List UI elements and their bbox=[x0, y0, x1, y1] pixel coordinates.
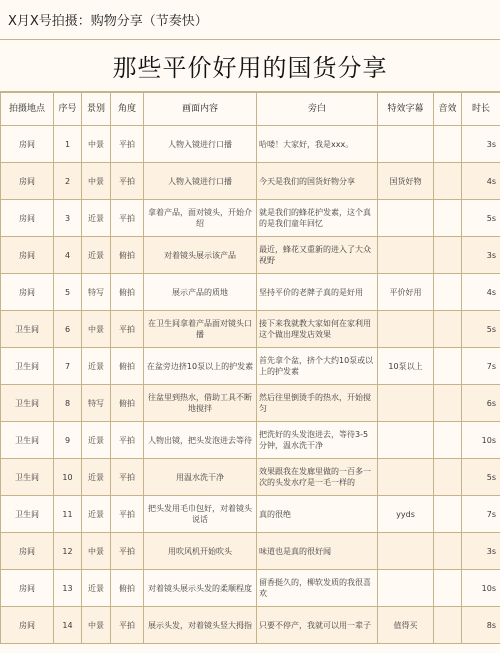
cell-duration: 4s bbox=[462, 274, 500, 311]
cell-sound bbox=[434, 126, 462, 163]
cell-sound bbox=[434, 163, 462, 200]
shoot-topic-text: X月X号拍摄：购物分享（节奏快） bbox=[8, 14, 208, 29]
cell-caption bbox=[378, 126, 434, 163]
cell-voiceover: 真的很绝 bbox=[257, 496, 378, 533]
cell-angle: 平拍 bbox=[111, 459, 144, 496]
cell-scene: 在卫生间拿着产品面对镜头口播 bbox=[144, 311, 257, 348]
cell-number: 1 bbox=[54, 126, 82, 163]
col-header-scene: 画面内容 bbox=[144, 93, 257, 126]
cell-shot-size: 特写 bbox=[82, 385, 111, 422]
col-header-voiceover: 旁白 bbox=[257, 93, 378, 126]
cell-scene: 人物出镜，把头发泡进去等待 bbox=[144, 422, 257, 459]
cell-duration: 4s bbox=[462, 163, 500, 200]
page-title-bar bbox=[0, 40, 500, 92]
cell-voiceover: 效果跟我在发廊里做的一百多一次的头发水疗是一毛一样的 bbox=[257, 459, 378, 496]
storyboard-table bbox=[0, 92, 500, 644]
col-header-angle: 角度 bbox=[111, 93, 144, 126]
cell-angle: 平拍 bbox=[111, 126, 144, 163]
cell-angle: 平拍 bbox=[111, 200, 144, 237]
table-row bbox=[1, 459, 500, 496]
cell-caption bbox=[378, 311, 434, 348]
cell-duration: 10s bbox=[462, 422, 500, 459]
table-row bbox=[1, 311, 500, 348]
cell-duration: 7s bbox=[462, 496, 500, 533]
cell-sound bbox=[434, 200, 462, 237]
cell-location: 房间 bbox=[1, 200, 54, 237]
cell-location: 房间 bbox=[1, 126, 54, 163]
cell-duration: 5s bbox=[462, 459, 500, 496]
cell-sound bbox=[434, 459, 462, 496]
cell-shot-size: 近景 bbox=[82, 200, 111, 237]
cell-location: 卫生间 bbox=[1, 459, 54, 496]
cell-duration: 5s bbox=[462, 200, 500, 237]
cell-shot-size: 中景 bbox=[82, 126, 111, 163]
cell-caption bbox=[378, 533, 434, 570]
cell-location: 房间 bbox=[1, 570, 54, 607]
table-row bbox=[1, 126, 500, 163]
cell-angle: 平拍 bbox=[111, 163, 144, 200]
table-row bbox=[1, 570, 500, 607]
table-row bbox=[1, 237, 500, 274]
col-header-location: 拍摄地点 bbox=[1, 93, 54, 126]
cell-voiceover: 最近，蜂花又重新的进入了大众视野 bbox=[257, 237, 378, 274]
table-row bbox=[1, 496, 500, 533]
cell-duration: 5s bbox=[462, 311, 500, 348]
cell-angle: 平拍 bbox=[111, 496, 144, 533]
cell-sound bbox=[434, 311, 462, 348]
col-header-caption: 特效字幕 bbox=[378, 93, 434, 126]
cell-number: 8 bbox=[54, 385, 82, 422]
col-header-duration: 时长 bbox=[462, 93, 500, 126]
cell-duration: 8s bbox=[462, 607, 500, 644]
shoot-date-header bbox=[0, 0, 500, 40]
cell-caption: 平价好用 bbox=[378, 274, 434, 311]
cell-voiceover: 今天是我们的国货好物分享 bbox=[257, 163, 378, 200]
cell-shot-size: 中景 bbox=[82, 163, 111, 200]
cell-duration: 3s bbox=[462, 126, 500, 163]
cell-angle: 俯拍 bbox=[111, 570, 144, 607]
cell-number: 3 bbox=[54, 200, 82, 237]
cell-scene: 展示产品的质地 bbox=[144, 274, 257, 311]
cell-angle: 俯拍 bbox=[111, 274, 144, 311]
cell-location: 房间 bbox=[1, 533, 54, 570]
cell-sound bbox=[434, 237, 462, 274]
cell-voiceover: 只要不停产，我就可以用一辈子 bbox=[257, 607, 378, 644]
col-header-number: 序号 bbox=[54, 93, 82, 126]
cell-sound bbox=[434, 274, 462, 311]
cell-location: 房间 bbox=[1, 237, 54, 274]
table-row bbox=[1, 533, 500, 570]
cell-caption bbox=[378, 570, 434, 607]
cell-sound bbox=[434, 422, 462, 459]
cell-duration: 3s bbox=[462, 237, 500, 274]
col-header-shot-size: 景别 bbox=[82, 93, 111, 126]
cell-location: 卫生间 bbox=[1, 422, 54, 459]
table-row bbox=[1, 385, 500, 422]
cell-caption bbox=[378, 237, 434, 274]
cell-scene: 把头发用毛巾包好，对着镜头说话 bbox=[144, 496, 257, 533]
cell-caption: 国货好物 bbox=[378, 163, 434, 200]
cell-shot-size: 近景 bbox=[82, 496, 111, 533]
cell-caption bbox=[378, 200, 434, 237]
cell-scene: 用温水洗干净 bbox=[144, 459, 257, 496]
cell-shot-size: 近景 bbox=[82, 348, 111, 385]
page-title: 那些平价好用的国货分享 bbox=[112, 54, 388, 82]
cell-scene: 展示头发，对着镜头竖大拇指 bbox=[144, 607, 257, 644]
cell-location: 卫生间 bbox=[1, 348, 54, 385]
cell-scene: 在盆旁边挤10泵以上的护发素 bbox=[144, 348, 257, 385]
cell-scene: 人物入镜进行口播 bbox=[144, 126, 257, 163]
cell-sound bbox=[434, 348, 462, 385]
cell-shot-size: 特写 bbox=[82, 274, 111, 311]
cell-sound bbox=[434, 607, 462, 644]
table-row bbox=[1, 274, 500, 311]
cell-duration: 6s bbox=[462, 385, 500, 422]
cell-sound bbox=[434, 496, 462, 533]
table-row bbox=[1, 348, 500, 385]
cell-caption bbox=[378, 422, 434, 459]
cell-scene: 往盆里到热水，借助工具不断地搅拌 bbox=[144, 385, 257, 422]
cell-number: 6 bbox=[54, 311, 82, 348]
cell-shot-size: 中景 bbox=[82, 607, 111, 644]
cell-shot-size: 近景 bbox=[82, 422, 111, 459]
cell-sound bbox=[434, 533, 462, 570]
cell-angle: 平拍 bbox=[111, 311, 144, 348]
cell-location: 卫生间 bbox=[1, 311, 54, 348]
cell-duration: 3s bbox=[462, 533, 500, 570]
table-body bbox=[1, 126, 500, 644]
cell-number: 4 bbox=[54, 237, 82, 274]
cell-scene: 人物入镜进行口播 bbox=[144, 163, 257, 200]
cell-number: 12 bbox=[54, 533, 82, 570]
table-row bbox=[1, 200, 500, 237]
cell-caption bbox=[378, 385, 434, 422]
cell-location: 卫生间 bbox=[1, 385, 54, 422]
cell-caption bbox=[378, 459, 434, 496]
cell-location: 房间 bbox=[1, 274, 54, 311]
cell-voiceover: 味道也是真的很好闻 bbox=[257, 533, 378, 570]
cell-number: 13 bbox=[54, 570, 82, 607]
table-header-row bbox=[1, 93, 500, 126]
cell-angle: 平拍 bbox=[111, 607, 144, 644]
cell-location: 卫生间 bbox=[1, 496, 54, 533]
cell-voiceover: 首先拿个盆，挤个大约10泵或以上的护发素 bbox=[257, 348, 378, 385]
cell-voiceover: 留香挺久的，柳软发质的我很喜欢 bbox=[257, 570, 378, 607]
cell-angle: 平拍 bbox=[111, 533, 144, 570]
cell-caption: yyds bbox=[378, 496, 434, 533]
cell-voiceover: 坚持平价的老牌子真的是好用 bbox=[257, 274, 378, 311]
cell-voiceover: 就是我们的蜂花护发素，这个真的是我们童年回忆 bbox=[257, 200, 378, 237]
cell-shot-size: 中景 bbox=[82, 311, 111, 348]
cell-number: 11 bbox=[54, 496, 82, 533]
cell-shot-size: 中景 bbox=[82, 533, 111, 570]
cell-caption: 值得买 bbox=[378, 607, 434, 644]
cell-caption: 10泵以上 bbox=[378, 348, 434, 385]
cell-location: 房间 bbox=[1, 163, 54, 200]
cell-scene: 对着镜头展示该产品 bbox=[144, 237, 257, 274]
cell-number: 10 bbox=[54, 459, 82, 496]
cell-voiceover: 然后往里倒烫手的热水，开始搅匀 bbox=[257, 385, 378, 422]
cell-shot-size: 近景 bbox=[82, 237, 111, 274]
table-row bbox=[1, 607, 500, 644]
cell-number: 14 bbox=[54, 607, 82, 644]
cell-scene: 用吹风机开始吹头 bbox=[144, 533, 257, 570]
cell-number: 7 bbox=[54, 348, 82, 385]
cell-duration: 7s bbox=[462, 348, 500, 385]
cell-location: 房间 bbox=[1, 607, 54, 644]
cell-scene: 对着镜头展示头发的柔顺程度 bbox=[144, 570, 257, 607]
cell-shot-size: 近景 bbox=[82, 570, 111, 607]
cell-scene: 拿着产品，面对镜头，开始介绍 bbox=[144, 200, 257, 237]
cell-angle: 俯拍 bbox=[111, 237, 144, 274]
cell-shot-size: 近景 bbox=[82, 459, 111, 496]
col-header-sound: 音效 bbox=[434, 93, 462, 126]
cell-voiceover: 接下来我就教大家如何在家利用这个做出理发店效果 bbox=[257, 311, 378, 348]
cell-voiceover: 哈喽！大家好，我是xxx。 bbox=[257, 126, 378, 163]
cell-angle: 平拍 bbox=[111, 422, 144, 459]
cell-angle: 俯拍 bbox=[111, 348, 144, 385]
table-row bbox=[1, 163, 500, 200]
cell-number: 5 bbox=[54, 274, 82, 311]
cell-sound bbox=[434, 385, 462, 422]
cell-number: 2 bbox=[54, 163, 82, 200]
cell-number: 9 bbox=[54, 422, 82, 459]
cell-voiceover: 把洗好的头发泡进去，等待3-5分钟，温水洗干净 bbox=[257, 422, 378, 459]
cell-duration: 10s bbox=[462, 570, 500, 607]
table-row bbox=[1, 422, 500, 459]
cell-sound bbox=[434, 570, 462, 607]
cell-angle: 俯拍 bbox=[111, 385, 144, 422]
